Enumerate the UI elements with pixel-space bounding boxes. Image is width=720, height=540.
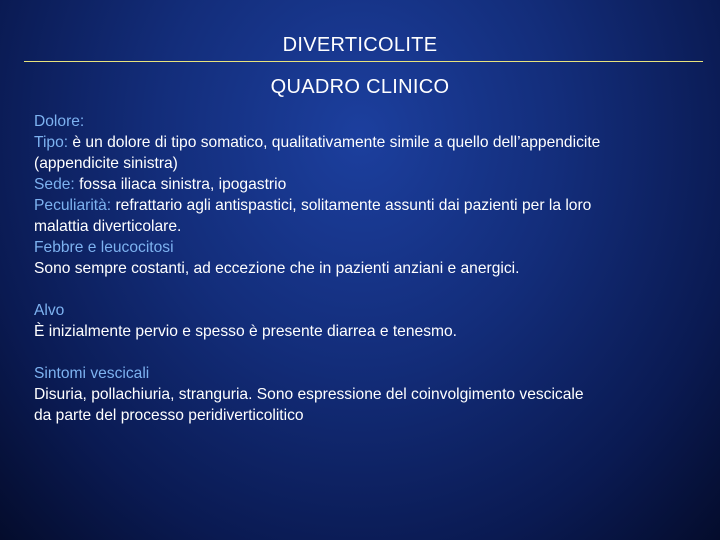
peculiarita-text: refrattario agli antispastici, solitamente assunti dai pazienti per la loro (111, 197, 592, 214)
febbre-text: Sono sempre costanti, ad eccezione che in pazienti anziani e anergici. (34, 260, 520, 277)
spacer (34, 279, 696, 300)
peculiarita-line (34, 195, 696, 216)
sintomi-vescicali-text: Disuria, pollachiuria, stranguria. Sono espressione del coinvolgimento vescicale (34, 386, 584, 403)
sintomi-vescicali-heading: Sintomi vescicali (34, 365, 150, 382)
tipo-line (34, 132, 696, 153)
slide-body (34, 111, 696, 426)
tipo-text: è un dolore di tipo somatico, qualitativamente simile a quello dell’appendicite (68, 134, 601, 151)
sede-line (34, 174, 696, 195)
slide-title: DIVERTICOLITE (282, 34, 438, 56)
alvo-heading: Alvo (34, 302, 65, 319)
dolore-heading: Dolore: (34, 113, 85, 130)
sede-label: Sede: (34, 176, 75, 193)
sintomi-vescicali-text-continued: da parte del processo peridiverticolitico (34, 407, 304, 424)
febbre-heading: Febbre e leucocitosi (34, 239, 174, 256)
spacer (34, 342, 696, 363)
tipo-label: Tipo: (34, 134, 69, 151)
alvo-text: È inizialmente pervio e spesso è presente diarrea e tenesmo. (34, 323, 457, 340)
tipo-text-continued: (appendicite sinistra) (34, 155, 178, 172)
slide-subtitle: QUADRO CLINICO (270, 76, 450, 98)
sede-text: fossa iliaca sinistra, ipogastrio (74, 176, 287, 193)
title-divider (24, 61, 703, 62)
peculiarita-text-continued: malattia diverticolare. (34, 218, 182, 235)
peculiarita-label: Peculiarità: (34, 197, 112, 214)
